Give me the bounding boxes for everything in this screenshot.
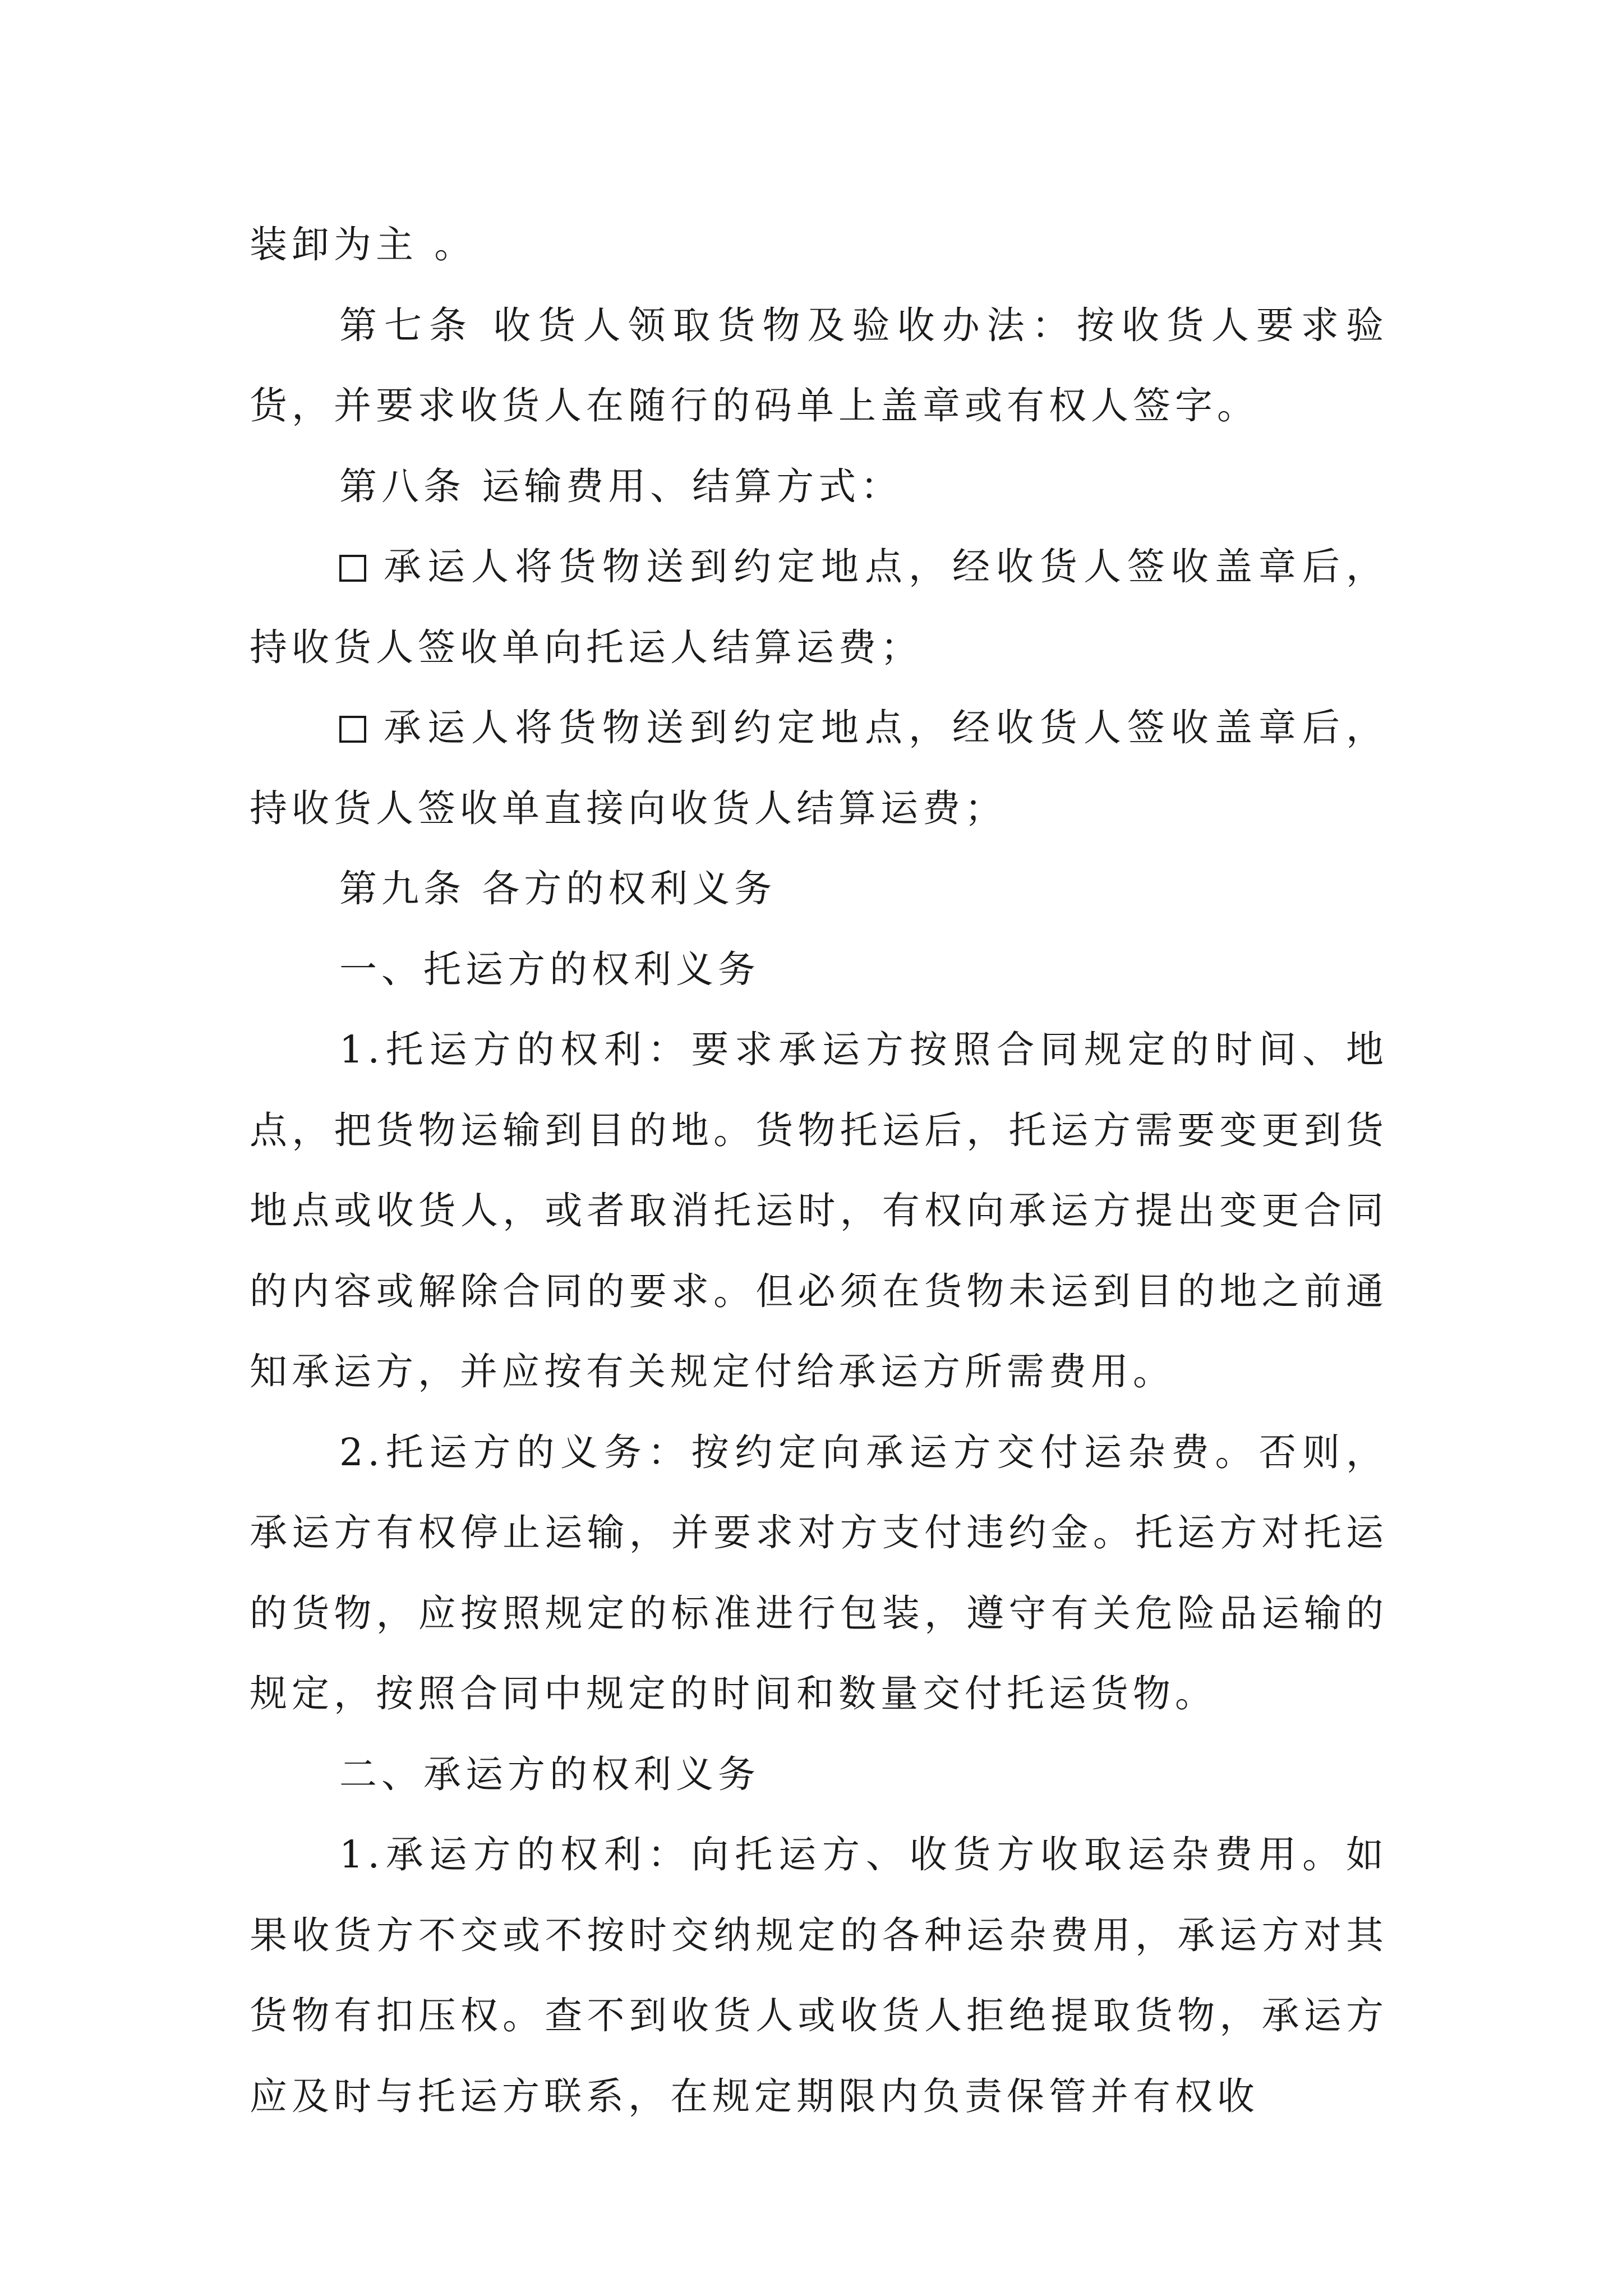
paragraph-text: 第九条 各方的权利义务	[339, 867, 777, 910]
paragraph-option-2	[250, 688, 1388, 849]
paragraph-text: 承运人将货物送到约定地点，经收货人签收盖章后，持收货人签收单直接向收货人结算运费；	[250, 706, 1388, 830]
paragraph-text: 2.托运方的义务：按约定向承运方交付运杂费。否则，承运方有权停止运输，并要求对方支付违约金。托运方对托运的货物，应按照规定的标准进行包装，遵守有关危险品运输的规定，按照合同中规定的时间和数量交付托运货物。	[250, 1430, 1388, 1715]
paragraph-section-2	[250, 1734, 1388, 1815]
paragraph-option-1	[250, 527, 1388, 688]
checkbox-icon[interactable]	[339, 716, 366, 743]
paragraph-article-9	[250, 849, 1388, 930]
paragraph-text: 1.承运方的权利：向托运方、收货方收取运杂费用。如果收货方不交或不按时交纳规定的各种运杂费用，承运方对其货物有扣压权。查不到收货人或收货人拒绝提取货物，承运方应及时与托运方联系，在规定期限内负责保管并有权收	[250, 1833, 1388, 2118]
document-body	[250, 205, 1388, 2137]
paragraph-text: 第八条 运输费用、结算方式：	[339, 464, 903, 508]
paragraph-shipper-duties	[250, 1412, 1388, 1734]
paragraph-section-1	[250, 930, 1388, 1010]
paragraph-text: 第七条 收货人领取货物及验收办法：按收货人要求验货，并要求收货人在随行的码单上盖章或有权人签字。	[250, 303, 1388, 427]
paragraph-article-7	[250, 286, 1388, 447]
paragraph-text: 1.托运方的权利：要求承运方按照合同规定的时间、地点，把货物运输到目的地。货物托运后，托运方需要变更到货地点或收货人，或者取消托运时，有权向承运方提出变更合同的内容或解除合同的要求。但必须在货物未运到目的地之前通知承运方，并应按有关规定付给承运方所需费用。	[250, 1028, 1388, 1393]
paragraph-article-8	[250, 447, 1388, 527]
paragraph-shipper-rights	[250, 1010, 1388, 1412]
paragraph-continuation	[250, 205, 1388, 286]
paragraph-text: 装卸为主 。	[250, 223, 477, 266]
paragraph-text: 二、承运方的权利义务	[339, 1752, 760, 1796]
paragraph-text: 承运人将货物送到约定地点，经收货人签收盖章后，持收货人签收单向托运人结算运费；	[250, 545, 1388, 669]
paragraph-text: 一、托运方的权利义务	[339, 947, 760, 991]
checkbox-icon[interactable]	[339, 555, 366, 582]
paragraph-carrier-rights	[250, 1815, 1388, 2137]
